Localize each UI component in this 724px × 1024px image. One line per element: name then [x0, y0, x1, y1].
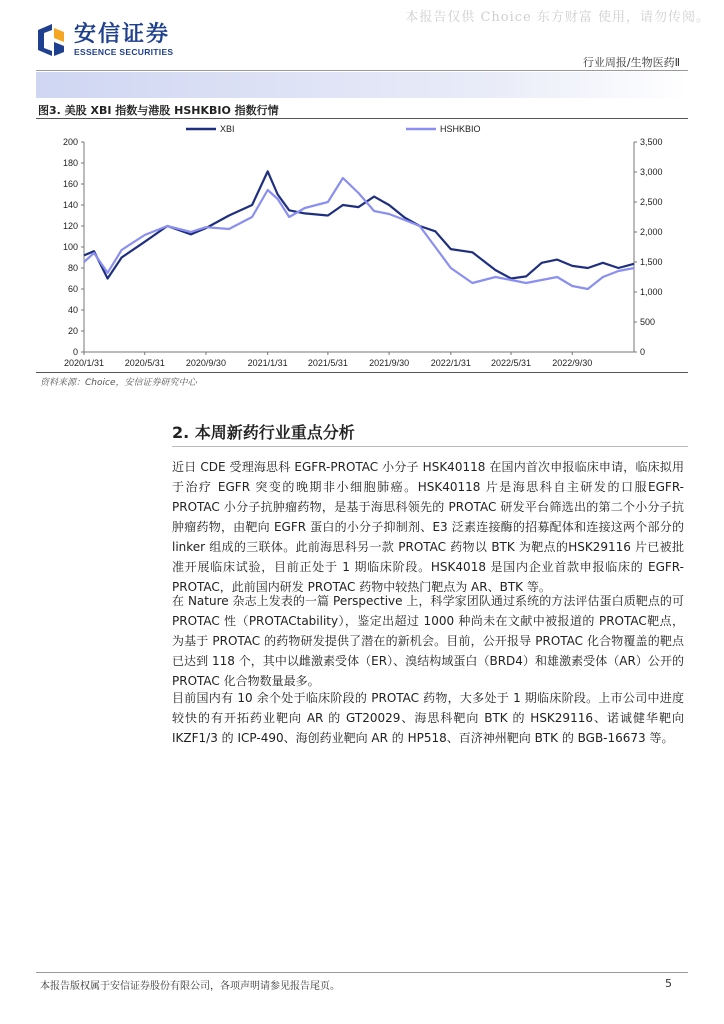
brand-name-cn: 安信证券 [74, 22, 171, 47]
chart-svg [36, 120, 688, 372]
figure-title-rule [36, 118, 688, 119]
x-tick-label: 2020/5/31 [124, 358, 165, 368]
section-rule [172, 446, 688, 447]
paragraph-2: 在 Nature 杂志上发表的一篇 Perspective 上，科学家团队通过系统的方法评估蛋白质靶点的可 PROTAC 性（PROTACtability），鉴定出超过 1000 种尚未在文献中被报道的 PROTAC靶点，为基于 PROTAC 的药物研发提供了潜在的新机会。目前，公开报导 PROTAC 化合物覆盖的靶点已达到 118 个，其中以雌激素受体（ER）、溴结构域蛋白（BRD4）和雄激素受体（AR）公开的 PROTAC 化合物数量最多。 [172, 594, 684, 688]
right-tick-label: 500 [640, 317, 656, 327]
series-line-hshkbio [84, 178, 634, 289]
x-tick-label: 2022/9/30 [552, 358, 593, 368]
header-band [36, 72, 688, 98]
figure-title: 图3. 美股 XBI 指数与港股 HSHKBIO 指数行情 [38, 104, 279, 117]
x-tick-label: 2021/5/31 [307, 358, 348, 368]
right-tick-label: 0 [640, 347, 646, 357]
left-tick-label: 200 [62, 137, 78, 147]
left-tick-label: 20 [67, 326, 78, 336]
index-line-chart [36, 120, 688, 372]
logo-mark-icon [36, 22, 66, 58]
right-tick-label: 3,000 [640, 167, 663, 177]
x-tick-label: 2021/1/31 [247, 358, 288, 368]
right-tick-label: 1,500 [640, 257, 663, 267]
brand-logo [36, 22, 173, 58]
right-tick-label: 3,500 [640, 137, 663, 147]
watermark: 本报告仅供 Choice 东方财富 使用，请勿传阅。 [405, 10, 710, 25]
paragraph-3: 目前国内有 10 余个处于临床阶段的 PROTAC 药物，大多处于 1 期临床阶段。上市公司中进度较快的有开拓药业靶向 AR 的 GT20029、海思科靶向 BTK 的 HSK29116、诺诚健华靶向IKZF1/3 的 ICP-490、海创药业靶向 AR 的 HP518、百济神州靶向 BTK 的 BGB-16673 等。 [172, 691, 684, 745]
x-tick-label: 2020/9/30 [185, 358, 226, 368]
report-type: 行业周报/生物医药Ⅱ [582, 56, 680, 69]
left-tick-label: 160 [62, 179, 78, 189]
right-tick-label: 2,000 [640, 227, 663, 237]
source-rule [36, 372, 688, 373]
right-tick-label: 1,000 [640, 287, 663, 297]
figure-source: 资料来源：Choice，安信证券研究中心 [40, 378, 197, 388]
x-tick-label: 2022/1/31 [430, 358, 471, 368]
left-tick-label: 0 [72, 347, 78, 357]
section-title: 2. 本周新药行业重点分析 [172, 423, 355, 442]
legend-label-xbi: XBI [220, 124, 235, 134]
right-tick-label: 2,500 [640, 197, 663, 207]
left-tick-label: 40 [67, 305, 78, 315]
left-tick-label: 120 [62, 221, 78, 231]
page-number: 5 [665, 977, 672, 990]
x-tick-label: 2020/1/31 [63, 358, 105, 368]
paragraph-1: 近日 CDE 受理海思科 EGFR-PROTAC 小分子 HSK40118 在国内首次申报临床申请，临床拟用于治疗 EGFR 突变的晚期非小细胞肺癌。HSK40118 片是海思科自主研发的口服EGFR-PROTAC 小分子抗肿瘤药物，是基于海思科领先的 PROTAC 研发平台筛选出的第二个小分子抗肿瘤药物，由靶向 EGFR 蛋白的小分子抑制剂、E3 泛素连接酶的招募配体和连接这两个部分的 linker 组成的三联体。此前海思科另一款 PROTAC 药物以 BTK 为靶点的HSK29116 片已被批准开展临床试验，目前正处于 1 期临床阶段。HSK4018 是国内企业首款申报临床的 EGFR-PROTAC，此前国内研发 PROTAC 药物中较热门靶点为 AR、BTK 等。 [172, 460, 684, 594]
x-tick-label: 2022/5/31 [491, 358, 532, 368]
header-divider [36, 70, 688, 71]
left-tick-label: 80 [67, 263, 78, 273]
footer-divider [36, 972, 688, 973]
legend-label-hshkbio: HSHKBIO [440, 124, 481, 134]
left-tick-label: 100 [62, 242, 78, 252]
footer-disclaimer: 本报告版权属于安信证券股份有限公司，各项声明请参见报告尾页。 [40, 981, 340, 992]
x-tick-label: 2021/9/30 [369, 358, 410, 368]
left-tick-label: 180 [62, 158, 78, 168]
series-line-xbi [84, 171, 634, 278]
brand-name-en: ESSENCE SECURITIES [74, 47, 174, 57]
left-tick-label: 140 [62, 200, 78, 210]
left-tick-label: 60 [67, 284, 78, 294]
